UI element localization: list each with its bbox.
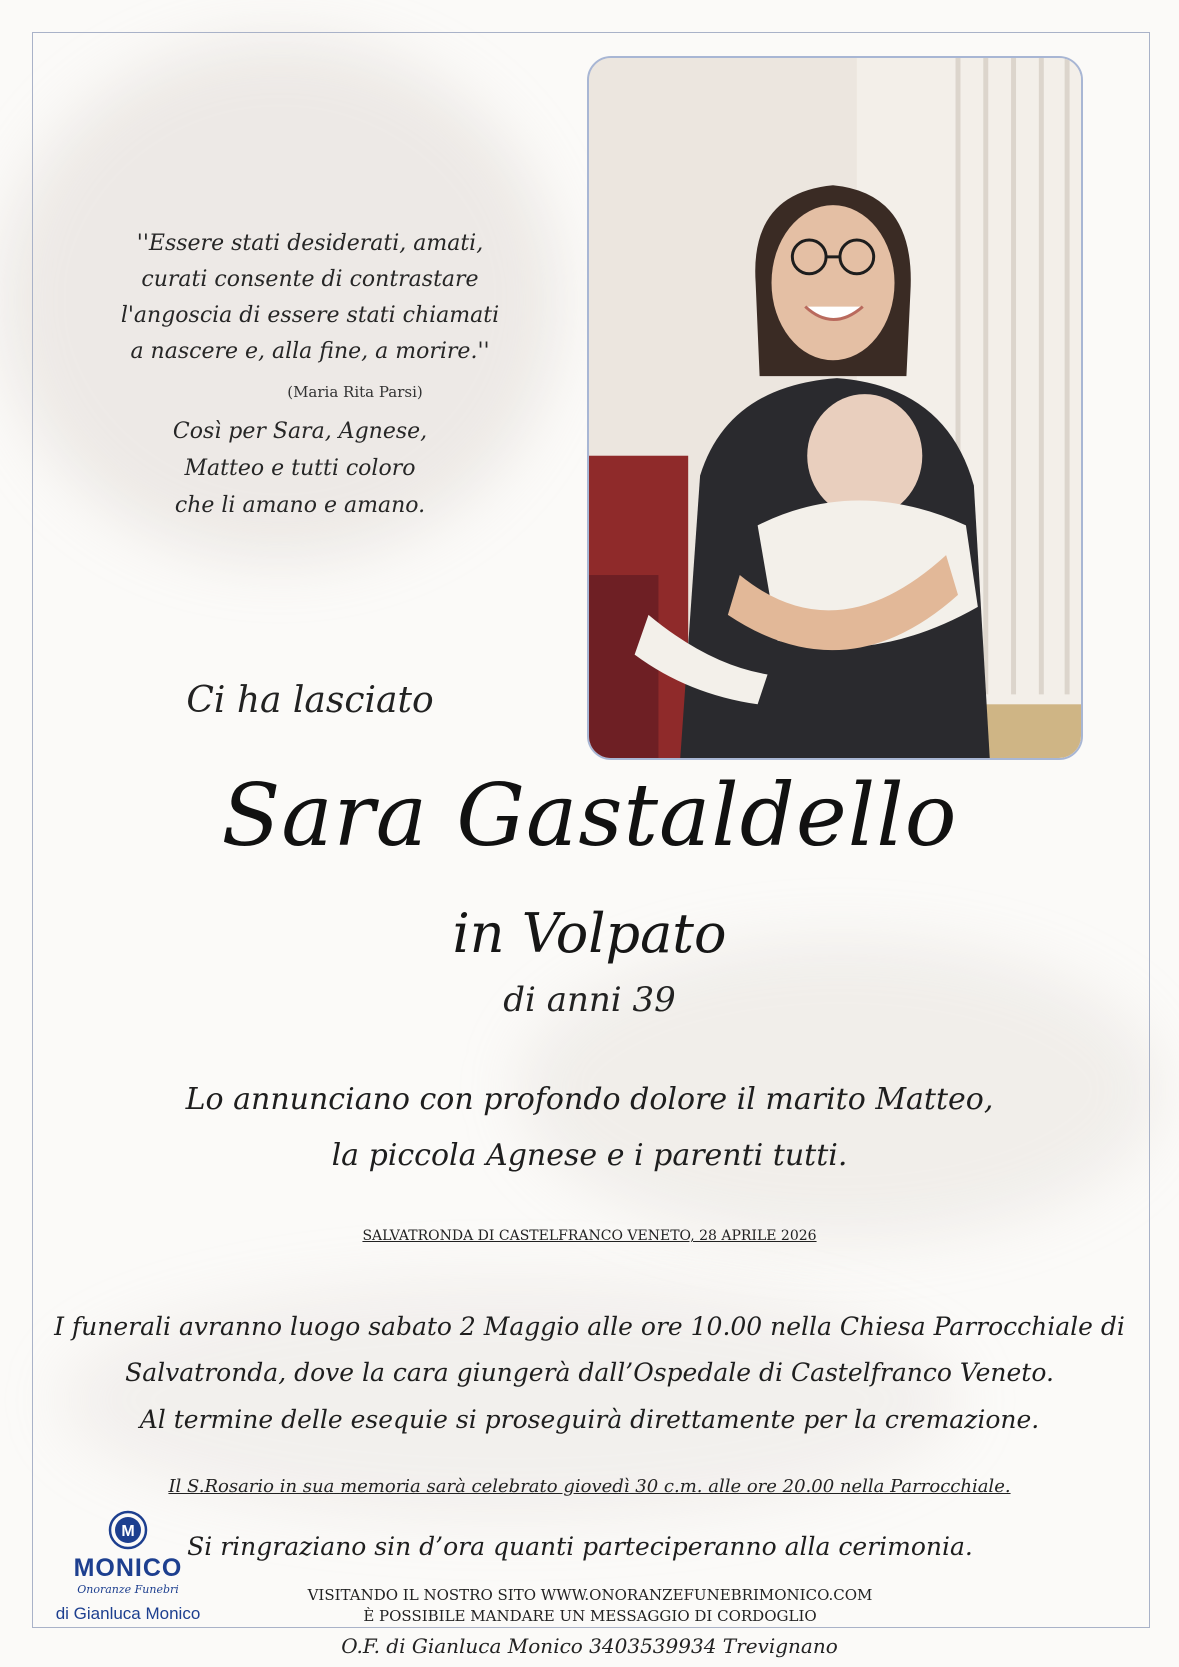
logo-owner: di Gianluca Monico [55,1604,201,1623]
quote-line: curati consente di contrastare [141,267,479,292]
website-line: È POSSIBILE MANDARE UN MESSAGGIO DI CORDOGLIO [363,1607,817,1625]
place-date-text: SALVATRONDA DI CASTELFRANCO VENETO, 28 APRILE 2026 [362,1228,817,1244]
announcement-line: Lo annunciano con profondo dolore il marito Matteo, [185,1082,994,1117]
quote-line: ''Essere stati desiderati, amati, [136,231,484,256]
dedication-line: Così per Sara, Agnese, [172,419,428,444]
place-date [0,1228,1179,1244]
quote-line: l'angoscia di essere stati chiamati [120,303,500,328]
rosary-text [0,1476,1179,1497]
thanks-text: Si ringraziano sin d’ora quanti parteciperanno alla cerimonia. [187,1532,973,1561]
rosary-text-content: Il S.Rosario in sua memoria sarà celebrato giovedì 30 c.m. alle ore 20.00 nella Parrocchiale. [168,1476,1011,1497]
laurel-emblem-icon [108,1510,148,1550]
funeral-home-logo [36,1510,216,1625]
logo-brand: MONICO [73,1554,183,1582]
logo-letter: M [121,1523,135,1540]
cremation-text: Al termine delle esequie si proseguirà direttamente per la cremazione. [139,1405,1040,1434]
dedication-line: Matteo e tutti coloro [184,456,416,481]
quote-block [100,226,520,370]
website-line: VISITANDO IL NOSTRO SITO WWW.ONORANZEFUNEBRIMONICO.COM [307,1586,873,1604]
logo-subtitle: Onoranze Funebri [77,1583,179,1596]
quote-line: a nascere e, alla fine, a morire.'' [130,339,490,364]
funeral-line: I funerali avranno luogo sabato 2 Maggio alle ore 10.00 nella Chiesa Parrocchiale di [54,1312,1125,1341]
funeral-line: Salvatronda, dove la cara giungerà dall’Ospedale di Castelfranco Veneto. [125,1358,1054,1387]
portrait-illustration [589,58,1081,758]
intro-text: Ci ha lasciato [186,680,434,721]
portrait-photo [587,56,1083,760]
dedication-block [100,413,500,524]
dedication-line: che li amano e amano. [174,493,426,518]
announcement-line: la piccola Agnese e i parenti tutti. [331,1138,848,1173]
married-name: in Volpato [452,902,727,965]
deceased-name: Sara Gastaldello [221,766,958,866]
website-notice [220,1585,960,1627]
announcement-text [0,1072,1179,1184]
footer-contact: O.F. di Gianluca Monico 3403539934 Trevignano [341,1634,838,1658]
quote-author: (Maria Rita Parsi) [287,383,423,401]
age-text: di anni 39 [503,980,676,1020]
funeral-details [0,1304,1179,1396]
